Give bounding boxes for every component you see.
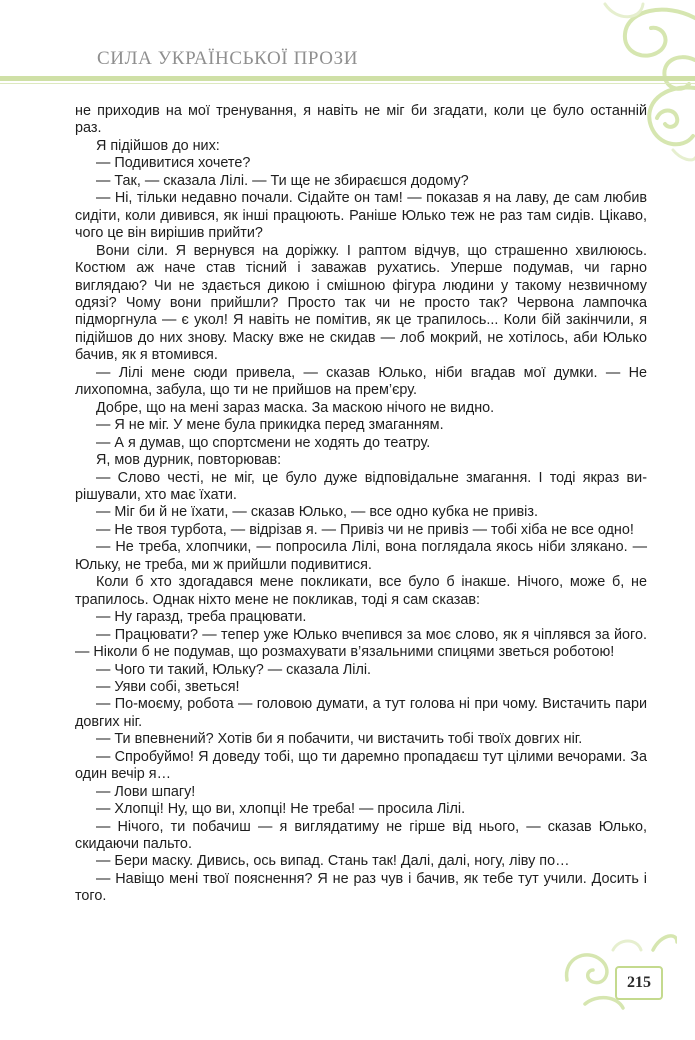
body-text	[75, 103, 647, 906]
paragraph: — Не твоя турбота, — відрізав я. — Привіз чи не привіз — тобі хіба не все одно!	[96, 521, 634, 538]
paragraph: — Ні, тільки недавно почали. Сідайте он там! — показав я на лаву, де сам любив сидіти, коли дивився, як інші працюють. Раніше Юлько теж не раз там сидів. Цікаво, чого це він вирішив прийти?	[75, 190, 647, 242]
paragraph: — Міг би й не їхати, — сказав Юлько, — все одно кубка не привіз.	[96, 504, 538, 521]
paragraph: — Подивитися хочете?	[96, 155, 251, 172]
paragraph: — Чого ти такий, Юльку? — сказала Лілі.	[96, 661, 372, 678]
paragraph: Добре, що на мені зараз маска. За маскою нічого не видно.	[96, 399, 495, 416]
paragraph: — Не треба, хлопчики, — попросила Лілі, вона поглядала якось ніби злякано. — Юльку, не треба, ми ж прийшли подивитися.	[75, 539, 647, 573]
paragraph: — Лови шпагу!	[96, 783, 196, 800]
paragraph: — Навіщо мені твої пояснення? Я не раз чув і бачив, як тебе тут учили. Досить і того.	[75, 870, 647, 905]
paragraph: Я, мов дурник, повторював:	[96, 452, 282, 469]
paragraph: — Так, — сказала Лілі. — Ти ще не збираєшся додому?	[96, 172, 469, 189]
paragraph: — Ну гаразд, треба працювати.	[96, 609, 307, 626]
paragraph: — Ти впевнений? Хотів би я побачити, чи вистачить тобі твоїх довгих ніг.	[96, 731, 583, 748]
paragraph: Я підійшов до них:	[96, 137, 220, 154]
paragraph: не приходив на мої тренування, я навіть не міг би згадати, коли це було останній раз.	[75, 103, 647, 137]
paragraph: — Слово честі, не міг, це було дуже відповідальне змагання. І тоді якраз вирішували, хто має їхати.	[75, 469, 647, 503]
paragraph: — А я думав, що спортсмени не ходять до театру.	[96, 434, 431, 451]
paragraph: — Нічого, ти побачиш — я виглядатиму не гірше від нього, — сказав Юлько, скидаючи пальто.	[75, 818, 647, 853]
running-header-title: СИЛА УКРАЇНСЬКОЇ ПРОЗИ	[97, 48, 359, 69]
paragraph: — Працювати? — тепер уже Юлько вчепився за моє слово, як я чіплявся за його. — Ніколи б не подумав, що розмахувати в’язальними спицями зветься роботою!	[75, 626, 647, 661]
paragraph: Вони сіли. Я вернувся на доріжку. І раптом відчув, що страшенно хвилююсь. Костюм аж наче став тісний і заважав рухатись. Уперше подумав, чи гарно виглядаю? Чи не здається дикою і смішною фігура людини у такому незвичному одязі? Чому вони прийшли? Просто так чи не просто так? Червона лампочка підморгнула — є укол! Я навіть не помітив, як це трапилось... Коли бій закінчили, я підійшов до них знову. Маску вже не скидав — лоб мокрий, не хотілось, аби Юлько бачив, як я втомився.	[75, 242, 647, 364]
paragraph: — Я не міг. У мене була прикидка перед змаганням.	[96, 417, 444, 434]
header-rule	[0, 76, 695, 81]
paragraph: — Спробуймо! Я доведу тобі, що ти даремно пропадаєш тут цілими вечорами. За один вечір я…	[75, 748, 647, 783]
paragraph: — Бери маску. Дивись, ось випад. Стань так! Далі, далі, ногу, ліву по…	[96, 853, 570, 870]
paragraph: — Уяви собі, зветься!	[96, 678, 240, 695]
paragraph: Коли б хто здогадався мене покликати, все було б інакше. Нічого, може б, не трапилось. Однак ніхто мене не покликав, тоді я сам сказав:	[75, 574, 647, 608]
page-number: 215	[627, 974, 651, 991]
paragraph: — Лілі мене сюди привела, — сказав Юлько, ніби вгадав мої думки. — Не лихопомна, забула, що ти не прийшов на прем’єру.	[75, 364, 647, 399]
paragraph: — Хлопці! Ну, що ви, хлопці! Не треба! — просила Лілі.	[96, 801, 466, 818]
header-rule-thin	[0, 83, 695, 84]
page-number-box	[615, 966, 663, 1000]
paragraph: — По-моєму, робота — головою думати, а тут голова ні при чому. Вистачить пари довгих ніг.	[75, 696, 647, 730]
